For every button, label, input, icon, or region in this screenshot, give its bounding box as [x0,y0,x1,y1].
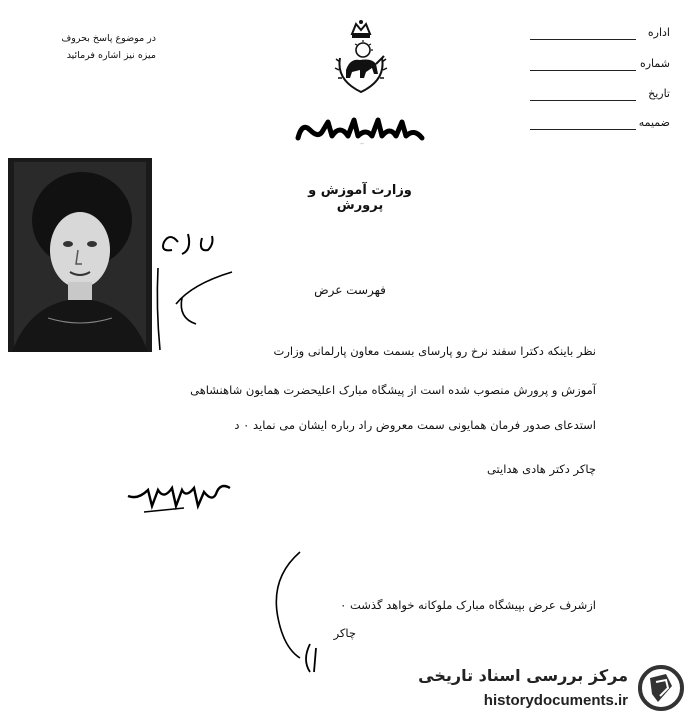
approval-flourish [270,548,330,678]
field-line [530,70,636,71]
field-label: اداره [647,26,670,39]
watermark [400,660,690,716]
body-line: استدعای صدور فرمان همایونی سمت معروض راد رباره ایشان می نماید ۰ د [234,418,596,432]
margin-handwriting [152,228,242,358]
field-label: ضمیمه [638,116,670,129]
lion-and-sun-emblem-icon [326,18,396,98]
note-line: در موضوع پاسخ بحروف [61,33,156,44]
field-line [530,39,636,40]
footer-signatory: چاکر [333,626,356,640]
portrait-photo [8,158,152,352]
ministry-name: وزارت آموزش و پرورش [308,183,412,213]
watermark-url: historydocuments.ir [483,692,628,709]
note-line: میزه نیز اشاره فرمائید [66,50,156,61]
body-line: آموزش و پرورش منصوب شده است از پیشگاه مبارک اعلیحضرت همایون شاهنشاهی [190,383,596,397]
field-office [530,26,670,46]
field-date [530,87,670,107]
field-label: تاریخ [648,87,670,100]
body-line: نظر باینکه دکترا سفند نرخ رو پارسای بسمت معاون پارلمانی وزارت [273,344,596,358]
signature-scribble [124,478,234,514]
archive-logo-icon [636,664,686,712]
ministry-script-text: شهنشاهی [359,144,365,145]
signatory-line: چاکر دکتر هادی هدایتی [486,462,596,476]
ministry-logotype [292,114,432,146]
field-number [530,57,670,77]
field-label: شماره [639,57,670,70]
field-attachment [530,116,670,136]
field-line [530,100,636,101]
watermark-title: مرکز بررسی اسناد تاریخی [418,666,628,685]
reply-instruction-note [36,30,156,64]
field-line [530,129,636,130]
document-subject: فهرست عرض [314,283,386,297]
footer-note: ازشرف عرض بپیشگاه مبارک ملوکانه خواهد گذشت ۰ [340,598,596,612]
